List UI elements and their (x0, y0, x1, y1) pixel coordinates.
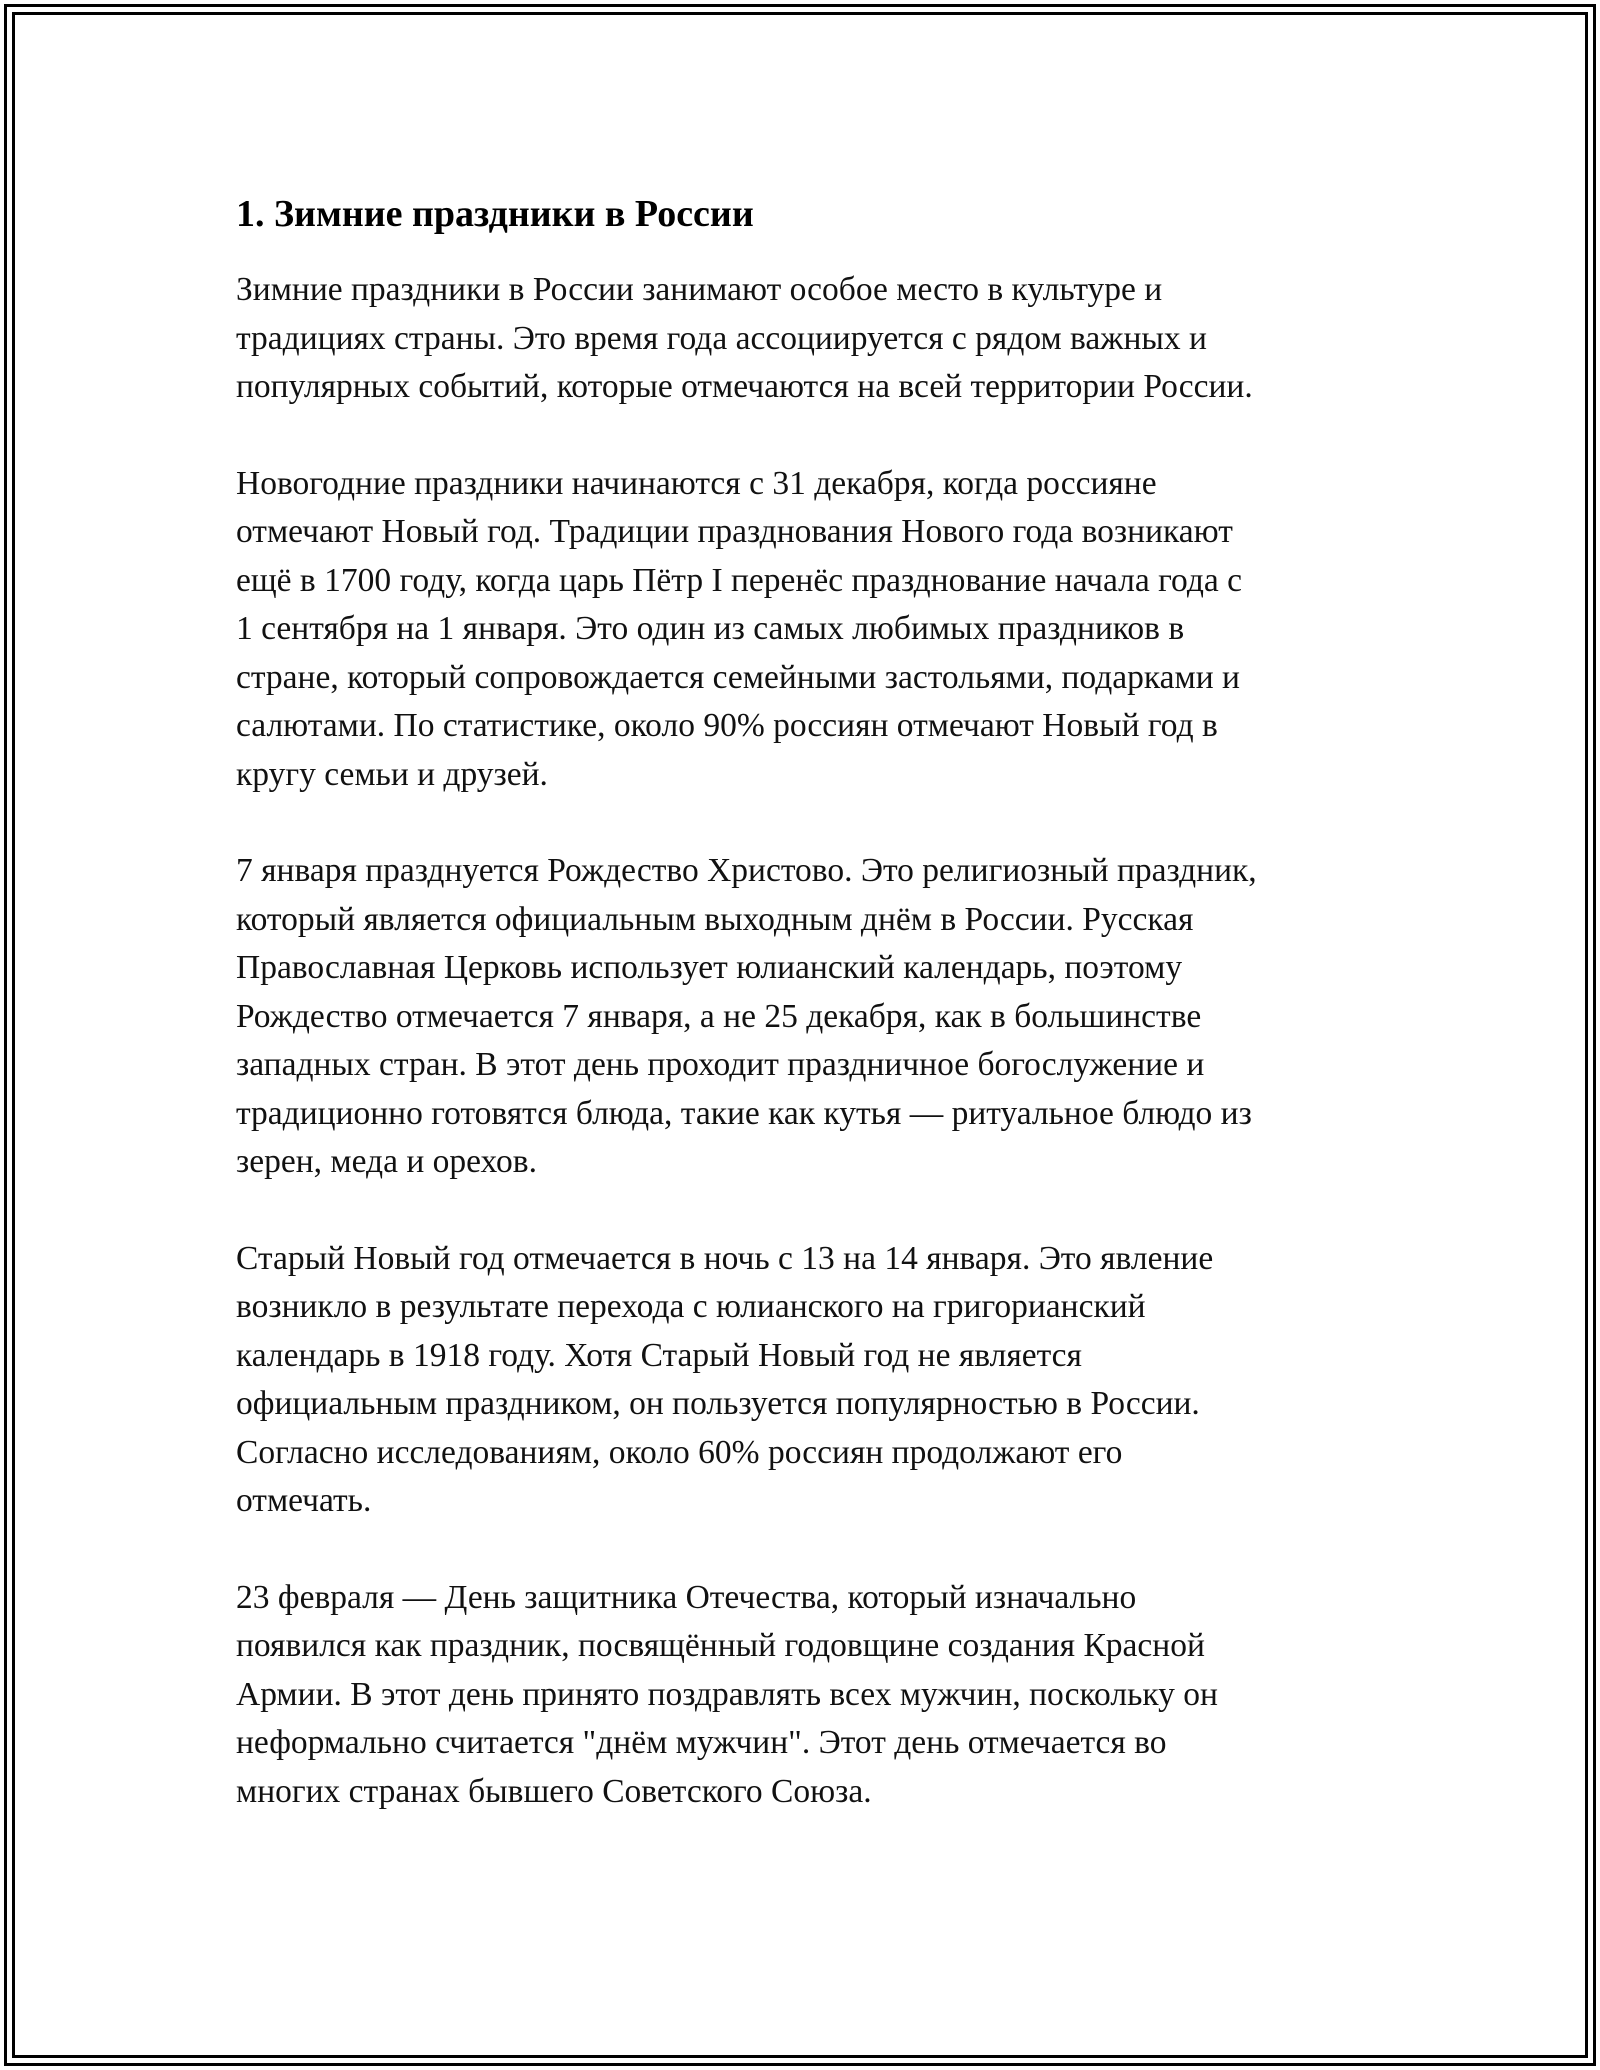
paragraph-defender-day: 23 февраля — День защитника Отечества, который изначально появился как праздник, посвящённый годовщине создания Красной Армии. В этот день принято поздравлять всех мужчин, поскольку он неформально считается "днём мужчин". Этот день отмечается во многих странах бывшего Советского Союза. (236, 1578, 1218, 1810)
section-heading: 1. Зимние праздники в России (236, 193, 754, 235)
paragraph-intro: Зимние праздники в России занимают особое место в культуре и традициях страны. Это время года ассоциируется с рядом важных и популярных событий, которые отмечаются на всей территории России. (236, 271, 1253, 405)
document-body (236, 188, 1366, 1816)
paragraph-old-new-year: Старый Новый год отмечается в ночь с 13 на 14 января. Это явление возникло в результате перехода с юлианского на григорианский календарь в 1918 году. Хотя Старый Новый год не является официальным праздником, он пользуется популярностью в России. Согласно исследованиям, около 60% россиян продолжают его отмечать. (236, 1239, 1214, 1519)
paragraph-new-year: Новогодние праздники начинаются с 31 декабря, когда россияне отмечают Новый год. Традиции празднования Нового года возникают ещё в 1700 году, когда царь Пётр I перенёс празднование начала года с 1 сентября на 1 января. Это один из самых любимых праздников в стране, который сопровождается семейными застольями, подарками и салютами. По статистике, около 90% россиян отмечают Новый год в кругу семьи и друзей. (236, 464, 1242, 793)
paragraph-christmas: 7 января празднуется Рождество Христово. Это религиозный праздник, который является официальным выходным днём в России. Русская Православная Церковь использует юлианский календарь, поэтому Рождество отмечается 7 января, а не 25 декабря, как в большинстве западных стран. В этот день проходит праздничное богослужение и традиционно готовятся блюда, такие как кутья — ритуальное блюдо из зерен, меда и орехов. (236, 852, 1257, 1180)
